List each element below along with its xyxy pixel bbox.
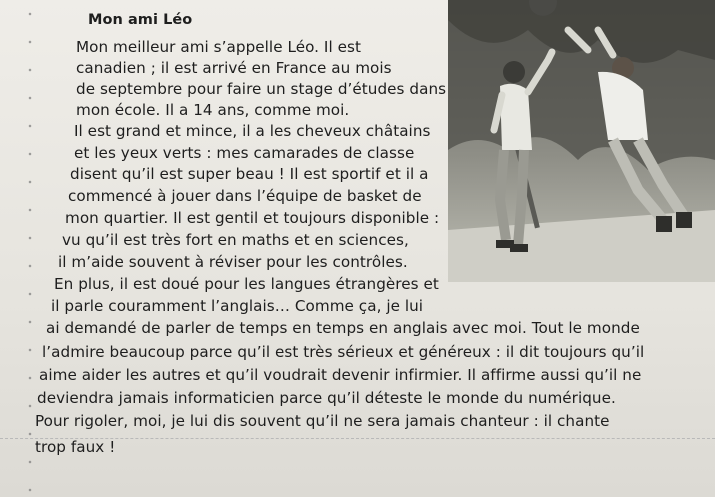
text-line: ai demandé de parler de temps en temps en anglais avec moi. Tout le monde (46, 319, 640, 337)
text-line: de septembre pour faire un stage d’études dans (76, 80, 447, 98)
text-line: il m’aide souvent à réviser pour les contrôles. (58, 253, 408, 271)
text-line: mon quartier. Il est gentil et toujours disponible : (65, 209, 440, 227)
text-line: et les yeux verts : mes camarades de classe (74, 144, 415, 162)
text-line: deviendra jamais informaticien parce qu’il déteste le monde du numérique. (37, 389, 616, 407)
text-line: Pour rigoler, moi, je lui dis souvent qu’il ne sera jamais chanteur : il chante (35, 412, 610, 430)
text-line: aime aider les autres et qu’il voudrait devenir infirmier. Il affirme aussi qu’il ne (39, 366, 642, 384)
margin-dots (28, 0, 32, 497)
text-line: il parle couramment l’anglais… Comme ça, je lui (51, 297, 424, 315)
text-line: commencé à jouer dans l’équipe de basket de (68, 187, 422, 205)
text-line: Mon meilleur ami s’appelle Léo. Il est (76, 38, 361, 56)
basketball-photo (448, 0, 715, 282)
text-line: mon école. Il a 14 ans, comme moi. (76, 101, 350, 119)
text-line: vu qu’il est très fort en maths et en sciences, (62, 231, 409, 249)
text-line: l’admire beaucoup parce qu’il est très sérieux et généreux : il dit toujours qu’il (42, 343, 645, 361)
text-line: trop faux ! (35, 438, 116, 456)
text-line: canadien ; il est arrivé en France au mois (76, 59, 392, 77)
text-line: disent qu’il est super beau ! Il est sportif et il a (70, 165, 429, 183)
text-line: Il est grand et mince, il a les cheveux châtains (74, 122, 431, 140)
text-line: En plus, il est doué pour les langues étrangères et (54, 275, 439, 293)
article-title: Mon ami Léo (88, 12, 193, 28)
